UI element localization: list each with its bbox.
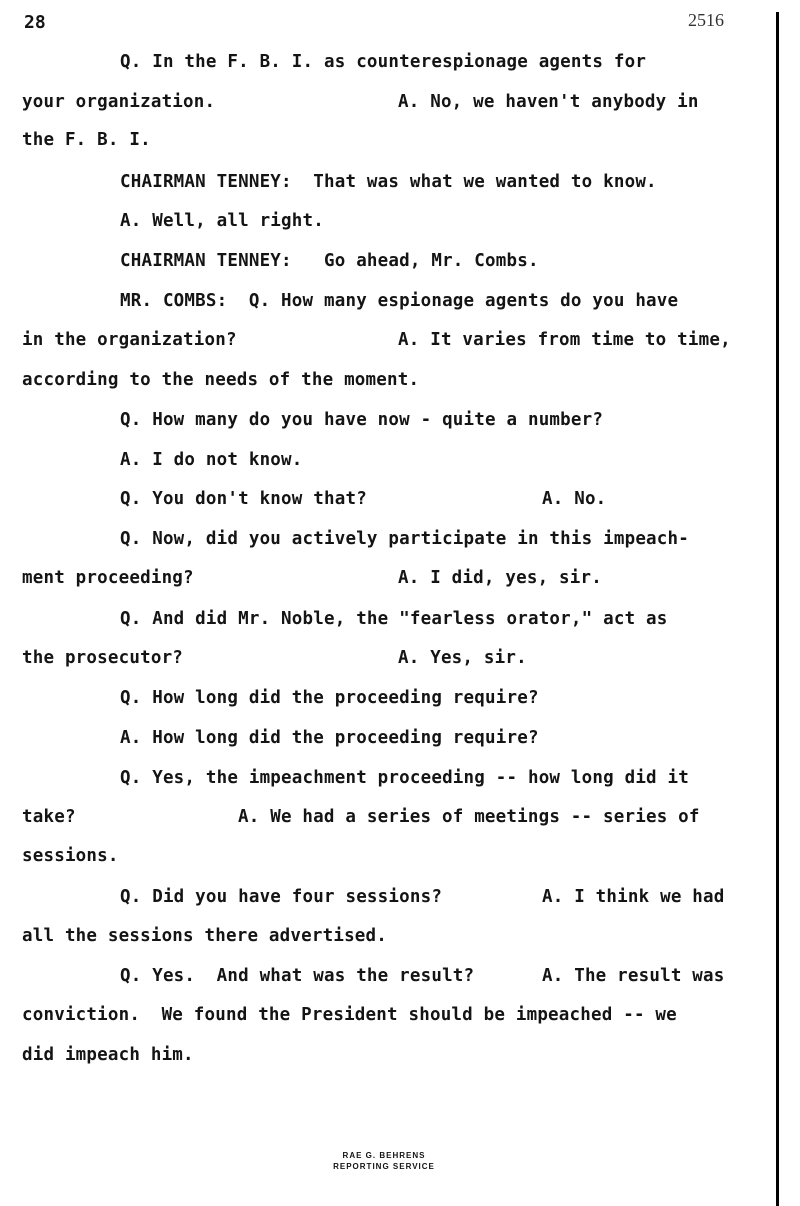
transcript-answer: A. No, we haven't anybody in [398,92,699,112]
transcript-line: your organization. [22,92,216,112]
transcript-line: did impeach him. [22,1045,194,1065]
reporter-service: REPORTING SERVICE [333,1162,435,1171]
transcript-line: take? [22,807,76,827]
transcript-answer: A. No. [542,489,607,509]
transcript-line: MR. COMBS: Q. How many espionage agents do you have [120,291,679,311]
transcript-line: in the organization? [22,330,237,350]
transcript-line: conviction. We found the President should be impeached -- we [22,1005,677,1025]
reporter-name: RAE G. BEHRENS [342,1151,426,1160]
transcript-line: according to the needs of the moment. [22,370,420,390]
transcript-line: Q. How many do you have now - quite a number? [120,410,604,430]
transcript-line: A. How long did the proceeding require? [120,728,539,748]
transcript-line: CHAIRMAN TENNEY: Go ahead, Mr. Combs. [120,251,539,271]
transcript-line: A. I do not know. [120,450,303,470]
transcript-line: CHAIRMAN TENNEY: That was what we wanted to know. [120,172,657,192]
transcript-answer: A. Yes, sir. [398,648,527,668]
transcript-line: Q. Now, did you actively participate in this impeach- [120,529,690,549]
transcript-line: A. Well, all right. [120,211,324,231]
transcript-line: Q. How long did the proceeding require? [120,688,539,708]
transcript-line: the prosecutor? [22,648,184,668]
transcript-line: the F. B. I. [22,130,151,150]
transcript-line: ment proceeding? [22,568,194,588]
transcript-answer: A. The result was [542,966,725,986]
transcript-line: all the sessions there advertised. [22,926,388,946]
transcript-number: 2516 [688,10,724,30]
reporter-footer [0,1150,768,1172]
transcript-answer: A. It varies from time to time, [398,330,731,350]
transcript-line: Q. Did you have four sessions? [120,887,443,907]
transcript-answer: A. We had a series of meetings -- series of [238,807,700,827]
transcript-answer: A. I did, yes, sir. [398,568,602,588]
transcript-line: Q. Yes. And what was the result? [120,966,475,986]
transcript-line: Q. You don't know that? [120,489,367,509]
transcript-answer: A. I think we had [542,887,725,907]
transcript-line: Q. And did Mr. Noble, the "fearless orator," act as [120,609,668,629]
page-number: 28 [24,12,46,33]
transcript-line: Q. In the F. B. I. as counterespionage agents for [120,52,647,72]
transcript-line: sessions. [22,846,119,866]
transcript-line: Q. Yes, the impeachment proceeding -- how long did it [120,768,690,788]
